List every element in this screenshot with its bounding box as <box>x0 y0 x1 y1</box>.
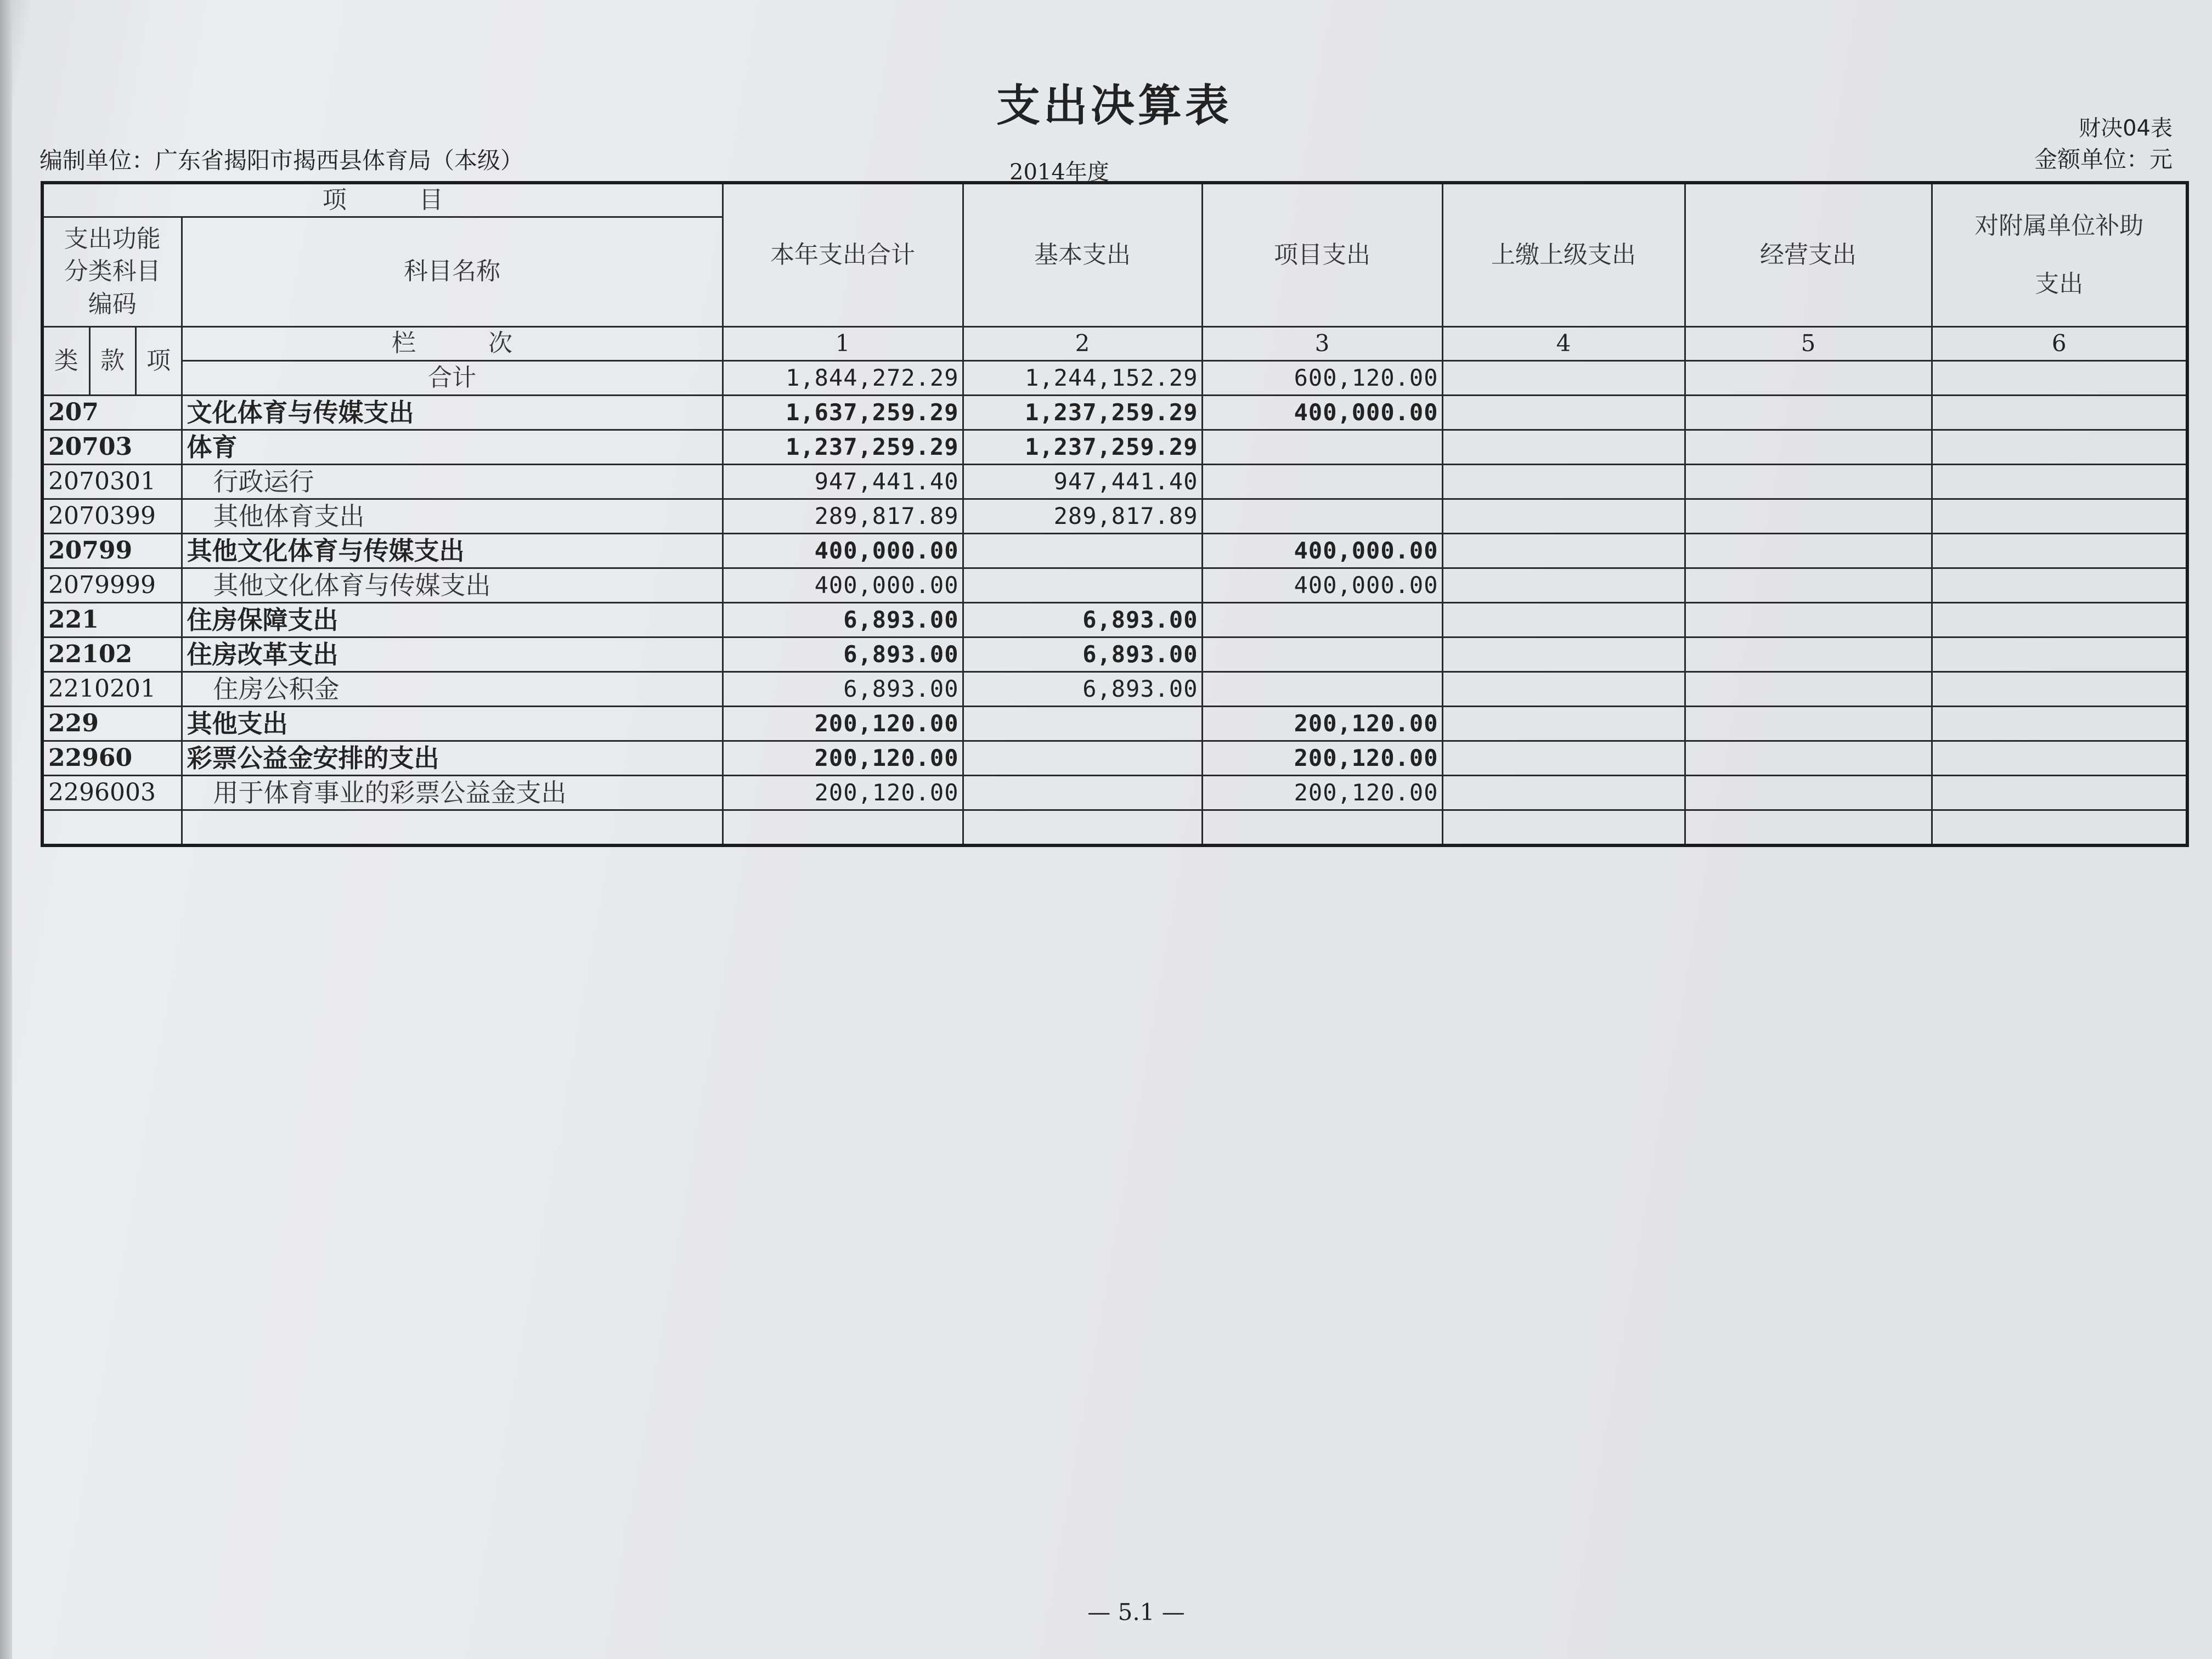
subject-name-cell: 住房公积金 <box>182 672 723 706</box>
subject-code-cell: 22960 <box>42 741 182 775</box>
col-number: 1 <box>723 326 963 360</box>
amount-cell <box>1932 672 2187 706</box>
amount-cell <box>1932 568 2187 602</box>
amount-cell: 289,817.89 <box>723 499 963 533</box>
code-label-header: 支出功能分类科目编码 <box>42 217 182 326</box>
amount-cell <box>1442 430 1685 464</box>
page-title: 支出决算表 <box>996 80 1232 131</box>
amount-cell: 6,893.00 <box>963 602 1202 637</box>
amount-cell <box>1932 499 2187 533</box>
amount-cell <box>1442 810 1685 845</box>
amount-cell <box>1685 395 1932 430</box>
total-value <box>1442 360 1685 395</box>
col-header-remit-upper: 上缴上级支出 <box>1442 183 1685 326</box>
amount-cell <box>1685 430 1932 464</box>
amount-cell: 289,817.89 <box>963 499 1202 533</box>
amount-cell <box>1202 810 1442 845</box>
amount-cell: 1,237,259.29 <box>963 395 1202 430</box>
amount-cell <box>963 741 1202 775</box>
subject-name-cell: 用于体育事业的彩票公益金支出 <box>182 775 723 810</box>
form-number: 财决04表 <box>2079 116 2172 141</box>
subject-name-cell: 其他文化体育与传媒支出 <box>182 533 723 568</box>
col-number: 3 <box>1202 326 1442 360</box>
total-label: 合计 <box>182 360 723 395</box>
col-number: 6 <box>1932 326 2187 360</box>
amount-cell <box>1685 706 1932 741</box>
amount-cell <box>1202 672 1442 706</box>
subject-name-cell: 文化体育与传媒支出 <box>182 395 723 430</box>
amount-cell: 947,441.40 <box>723 464 963 499</box>
subject-name-cell: 体育 <box>182 430 723 464</box>
table-row <box>42 602 2187 637</box>
col-number: 2 <box>963 326 1202 360</box>
amount-cell: 200,120.00 <box>723 741 963 775</box>
col-header-basic: 基本支出 <box>963 183 1202 326</box>
amount-cell: 200,120.00 <box>1202 706 1442 741</box>
table-row <box>42 741 2187 775</box>
amount-cell <box>963 706 1202 741</box>
subject-name-cell: 其他支出 <box>182 706 723 741</box>
amount-cell <box>1202 602 1442 637</box>
col-number: 5 <box>1685 326 1932 360</box>
table-row <box>42 672 2187 706</box>
amount-cell <box>963 533 1202 568</box>
amount-cell <box>1442 464 1685 499</box>
amount-cell <box>1442 741 1685 775</box>
amount-cell <box>1685 810 1932 845</box>
amount-cell <box>1932 741 2187 775</box>
amount-cell: 1,237,259.29 <box>963 430 1202 464</box>
subject-code-cell: 2070399 <box>42 499 182 533</box>
total-value: 1,244,152.29 <box>963 360 1202 395</box>
amount-cell: 400,000.00 <box>1202 395 1442 430</box>
amount-cell: 200,120.00 <box>723 775 963 810</box>
table-row <box>42 499 2187 533</box>
amount-cell <box>1685 568 1932 602</box>
table-row <box>42 533 2187 568</box>
name-label-header: 科目名称 <box>182 217 723 326</box>
amount-cell <box>723 810 963 845</box>
amount-cell <box>1442 706 1685 741</box>
table-row <box>42 706 2187 741</box>
subject-code-cell <box>42 810 182 845</box>
amount-cell: 400,000.00 <box>723 568 963 602</box>
subject-code-cell: 2079999 <box>42 568 182 602</box>
lei-header: 类 <box>42 326 89 395</box>
col-header-total: 本年支出合计 <box>723 183 963 326</box>
amount-cell: 6,893.00 <box>963 637 1202 672</box>
amount-cell <box>1932 533 2187 568</box>
amount-cell <box>963 775 1202 810</box>
amount-cell <box>1685 672 1932 706</box>
amount-cell <box>963 810 1202 845</box>
amount-cell <box>1442 602 1685 637</box>
amount-cell: 1,237,259.29 <box>723 430 963 464</box>
amount-cell <box>963 568 1202 602</box>
subject-name-cell: 其他文化体育与传媒支出 <box>182 568 723 602</box>
amount-cell <box>1442 568 1685 602</box>
xiang-header: 项 <box>136 326 182 395</box>
amount-cell <box>1202 464 1442 499</box>
subject-name-cell: 住房改革支出 <box>182 637 723 672</box>
amount-cell <box>1202 430 1442 464</box>
total-row <box>42 360 2187 395</box>
total-value <box>1932 360 2187 395</box>
amount-cell: 400,000.00 <box>723 533 963 568</box>
amount-cell: 400,000.00 <box>1202 533 1442 568</box>
subject-code-cell: 20799 <box>42 533 182 568</box>
amount-cell: 6,893.00 <box>723 602 963 637</box>
amount-cell: 6,893.00 <box>723 672 963 706</box>
amount-cell <box>1932 395 2187 430</box>
subject-code-cell: 2070301 <box>42 464 182 499</box>
amount-cell: 1,637,259.29 <box>723 395 963 430</box>
total-value <box>1685 360 1932 395</box>
fiscal-year: 2014年度 <box>1009 160 1109 185</box>
subject-name-cell: 其他体育支出 <box>182 499 723 533</box>
subject-code-cell: 229 <box>42 706 182 741</box>
amount-cell <box>1442 672 1685 706</box>
amount-cell <box>1202 499 1442 533</box>
col-number: 4 <box>1442 326 1685 360</box>
table-row <box>42 810 2187 845</box>
amount-cell <box>1932 637 2187 672</box>
total-value: 1,844,272.29 <box>723 360 963 395</box>
item-group-header: 项 目 <box>42 183 723 217</box>
amount-cell <box>1442 637 1685 672</box>
lanci-header: 栏 次 <box>182 326 723 360</box>
amount-cell <box>1685 775 1932 810</box>
amount-cell <box>1685 637 1932 672</box>
table-row <box>42 430 2187 464</box>
amount-cell <box>1685 741 1932 775</box>
amount-cell <box>1932 775 2187 810</box>
total-value: 600,120.00 <box>1202 360 1442 395</box>
amount-cell <box>1202 637 1442 672</box>
amount-cell <box>1442 395 1685 430</box>
table-row <box>42 775 2187 810</box>
amount-cell <box>1685 533 1932 568</box>
page-number: — 5.1 — <box>1087 1599 1185 1626</box>
amount-cell: 6,893.00 <box>963 672 1202 706</box>
amount-cell: 200,120.00 <box>723 706 963 741</box>
amount-cell <box>1932 706 2187 741</box>
table-row <box>42 568 2187 602</box>
amount-cell <box>1932 464 2187 499</box>
subject-code-cell: 20703 <box>42 430 182 464</box>
subject-name-cell: 住房保障支出 <box>182 602 723 637</box>
col-header-business: 经营支出 <box>1685 183 1932 326</box>
amount-cell: 6,893.00 <box>723 637 963 672</box>
amount-cell: 200,120.00 <box>1202 775 1442 810</box>
amount-cell <box>1932 430 2187 464</box>
col-header-subsidy: 对附属单位补助支出 <box>1932 183 2187 326</box>
amount-cell <box>1442 775 1685 810</box>
subject-code-cell: 22102 <box>42 637 182 672</box>
subject-name-cell: 彩票公益金安排的支出 <box>182 741 723 775</box>
table-row <box>42 395 2187 430</box>
amount-cell <box>1685 602 1932 637</box>
subject-code-cell: 2210201 <box>42 672 182 706</box>
amount-cell <box>1932 810 2187 845</box>
subject-name-cell: 行政运行 <box>182 464 723 499</box>
table-row <box>42 637 2187 672</box>
subject-name-cell <box>182 810 723 845</box>
expenditure-table <box>41 181 2189 847</box>
page-edge-shadow <box>0 0 12 1659</box>
amount-cell: 400,000.00 <box>1202 568 1442 602</box>
amount-cell <box>1442 499 1685 533</box>
amount-cell <box>1685 499 1932 533</box>
amount-cell <box>1932 602 2187 637</box>
col-header-project: 项目支出 <box>1202 183 1442 326</box>
table-row <box>42 464 2187 499</box>
subject-code-cell: 2296003 <box>42 775 182 810</box>
amount-cell: 947,441.40 <box>963 464 1202 499</box>
kuan-header: 款 <box>89 326 136 395</box>
amount-cell: 200,120.00 <box>1202 741 1442 775</box>
compiling-unit: 编制单位：广东省揭阳市揭西县体育局（本级） <box>40 147 524 174</box>
currency-unit: 金额单位：元 <box>2034 146 2172 173</box>
subject-code-cell: 221 <box>42 602 182 637</box>
subject-code-cell: 207 <box>42 395 182 430</box>
amount-cell <box>1685 464 1932 499</box>
amount-cell <box>1442 533 1685 568</box>
